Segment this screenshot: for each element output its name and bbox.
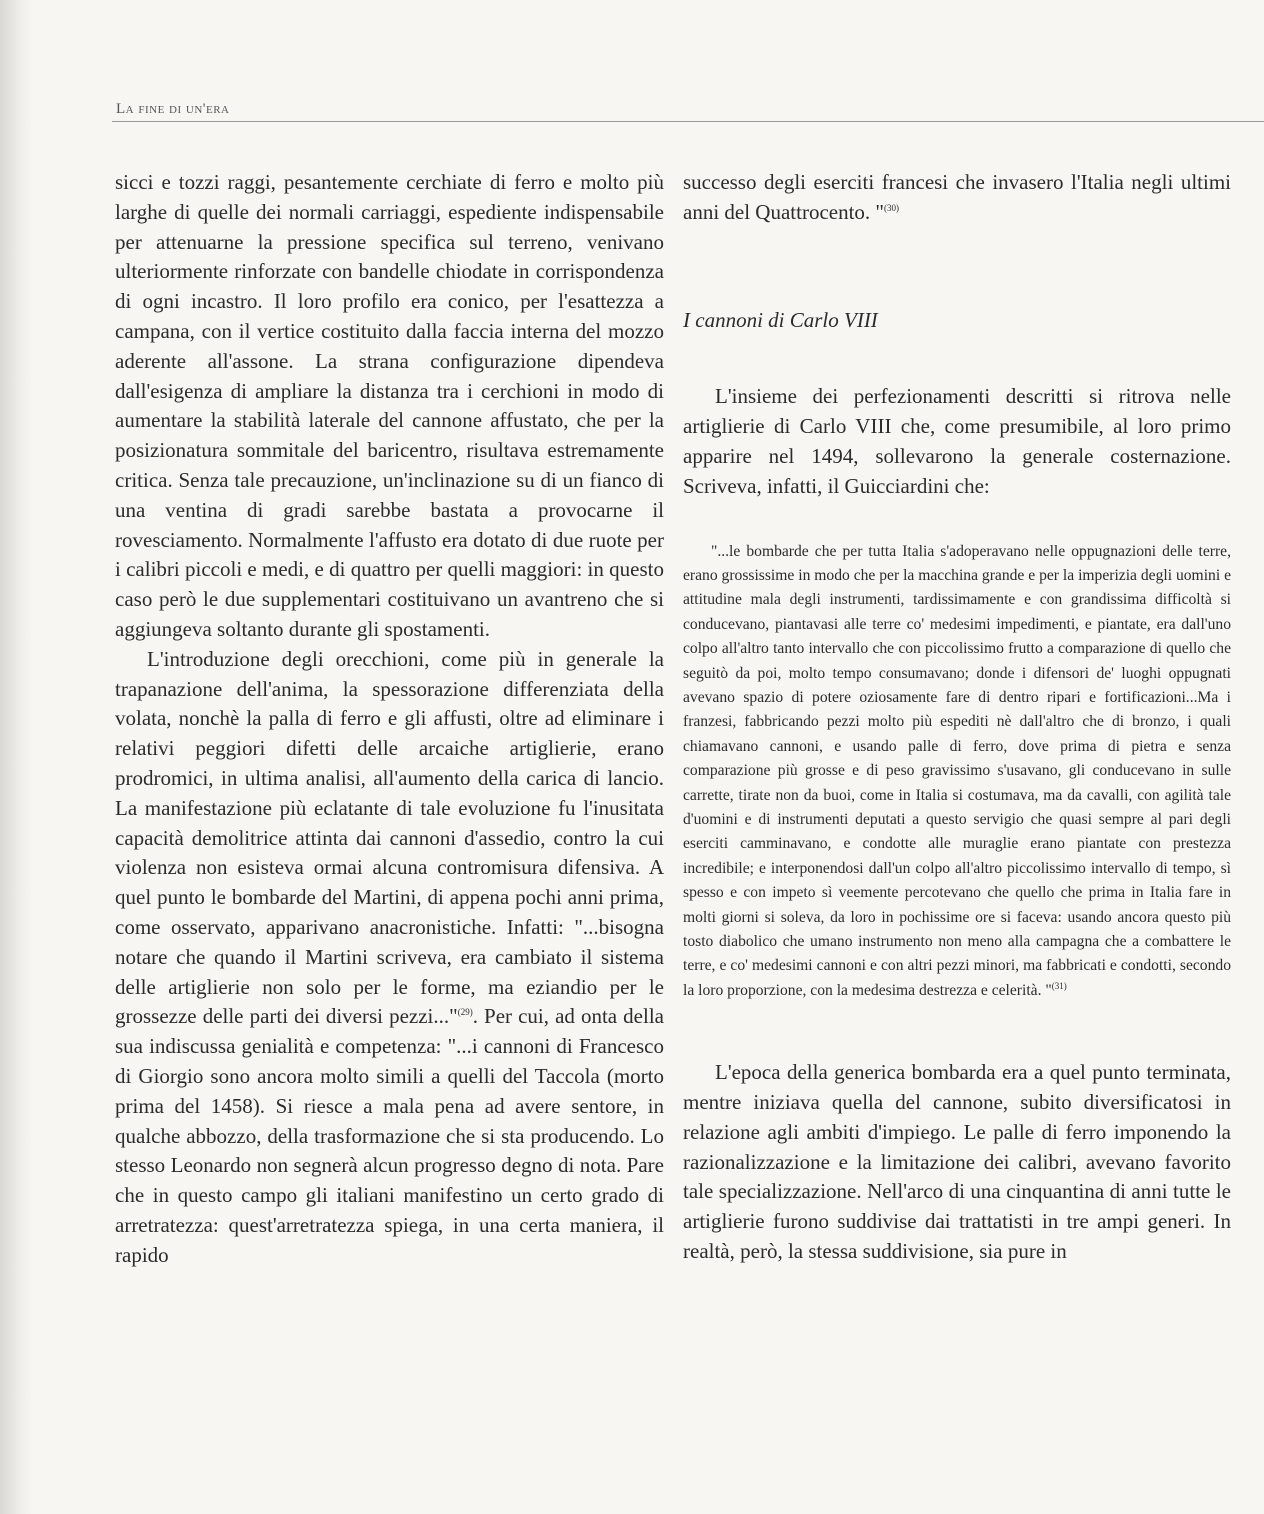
footnote-ref-31: (31) bbox=[1051, 980, 1067, 991]
section-heading: I cannoni di Carlo VIII bbox=[683, 307, 878, 332]
paragraph-carlo-viii: L'insieme dei perfezionamenti descritti si ritrova nelle artiglierie di Carlo VIII che, come presumibile, al loro primo apparire nel 1494, sollevarono la generale costernazione. Scriveva, infatti, il Guicciardini che: bbox=[683, 384, 1231, 498]
left-column bbox=[115, 168, 664, 1270]
footnote-ref-29: (29) bbox=[457, 1007, 473, 1018]
paragraph-wheels: sicci e tozzi raggi, pesantemente cerchiate di ferro e molto più larghe di quelle dei normali carriaggi, espediente indispensabile per attenuarne la pressione specifica sul terreno, venivano ulteriormente rinforzate con bandelle chiodate in corrispondenza di ogni incastro. Il loro profilo era conico, per l'esattezza a campana, con il vertice costituito dalla faccia interna del mozzo aderente all'assone. La strana configurazione dipendeva dall'esigenza di ampliare la distanza tra i cerchioni in modo di aumentare la stabilità laterale del cannone affustato, che per la posizionatura sommitale del baricentro, risultava estremamente critica. Senza tale precauzione, un'inclinazione su di un fianco di una ventina di gradi sarebbe bastata a provocarne il rovesciamento. Normalmente l'affusto era dotato di due ruote per i calibri piccoli e medi, e di quattro per quelli maggiori: in questo caso però le due supplementari costituivano un avantreno che si aggiungeva soltanto durante gli spostamenti. bbox=[115, 170, 664, 641]
running-header: La fine di un'era bbox=[116, 101, 230, 117]
paragraph-trunnions bbox=[115, 645, 664, 1271]
paragraph-trunnions-part-b: . Per cui, ad onta della sua indiscussa genialità e competenza: "...i cannoni di Francesco di Giorgio sono ancora molto simili a quelli del Taccola (morto prima del 1458). Si riesce a mala pena ad avere sentore, in qualche abbozzo, della trasformazione che si sta producendo. Lo stesso Leonardo non segnerà alcun progresso degno di nota. Pare che in questo campo gli italiani manifestino un certo grado di arretratezza: quest'arretratezza spiega, in una certa maniera, il rapido bbox=[115, 1004, 664, 1267]
guicciardini-quote-text: "...le bombarde che per tutta Italia s'adoperavano nelle oppugnazioni delle terre, erano grossissime in modo che per la macchina grande e per la imperizia degli uomini e attitudine mala degli instrumenti, tardissimamente e con grandissima difficoltà si conducevano, piantavasi alle terre co' medesimi impedimenti, e piantate, era dall'uno colpo all'altro tanto intervallo che con piccolissimo frutto a comparazione di quello che seguitò da poi, molto tempo consumavano; donde i difensori de' luoghi oppugnati avevano spazio di potere oziosamente fare di dentro ripari e fortificazioni...Ma i franzesi, fabbricando pezzi molto più espediti nè dall'altro che di bronzo, i quali chiamavano cannoni, e usando palle di ferro, dove prima di pietra e senza comparazione più grosse e di peso gravissimo s'usavano, gli conducevano in sulle carrette, tirate non da buoi, come in Italia si costumava, ma da cavalli, con agilità tale d'uomini e di instrumenti deputati a questo servigio che quasi sempre al pari degli eserciti camminavano, e condotte alle muraglie erano piantate con prestezza incredibile; e interponendosi dall'un colpo all'altro piccolissimo intervallo di tempo, sì spesso e con impeto sì veemente percotevano che quello che prima in Italia fare in molti giorni si soleva, da loro in pochissime ore si faceva: usando ancora questo più tosto diabolico che umano instrumento non meno alla campagna che a combattere le terre, e co' medesimi cannoni e con altri pezzi minori, ma fabbricati e condotti, secondo la loro proporzione, con la medesima destrezza e celerità. " bbox=[683, 542, 1231, 999]
paragraph-trunnions-part-a: L'introduzione degli orecchioni, come più in generale la trapanazione dell'anima, la spessorazione differenziata della volata, nonchè la palla di ferro e gli affusti, oltre ad eliminare i relativi peggiori difetti delle arcaiche artiglierie, erano prodromici, in ultima analisi, all'aumento della carica di lancio. La manifestazione più eclatante di tale evoluzione fu l'inusitata capacità demolitrice attinta dai cannoni d'assedio, contro la cui violenza non esisteva ormai alcuna contromisura difensiva. A quel punto le bombarde del Martini, di appena pochi anni prima, come osservato, apparivano anacronistiche. Infatti: "...bisogna notare che quando il Martini scriveva, era cambiato il sistema delle artiglierie non solo per le forme, ma eziandio per le grossezze delle parti dei diversi pezzi..." bbox=[115, 646, 664, 1029]
page-gutter-shadow bbox=[0, 0, 34, 1514]
paragraph-continuation-text: successo degli eserciti francesi che invasero l'Italia negli ultimi anni del Quattrocento. " bbox=[683, 170, 1231, 224]
right-column bbox=[683, 168, 1231, 1267]
guicciardini-quote bbox=[683, 540, 1231, 1004]
footnote-ref-30: (30) bbox=[884, 202, 900, 213]
header-rule bbox=[112, 121, 1264, 122]
paragraph-bombard-era: L'epoca della generica bombarda era a quel punto terminata, mentre iniziava quella del cannone, subito diversificatosi in relazione agli ambiti d'impiego. Le palle di ferro imponendo la razionalizzazione e la limitazione dei calibri, avevano favorito tale specializzazione. Nell'arco di una cinquantina di anni tutte le artiglierie furono suddivise dai trattatisti in tre ampi generi. In realtà, però, la stessa suddivisione, sia pure in bbox=[683, 1060, 1231, 1264]
paragraph-continuation bbox=[683, 168, 1231, 228]
